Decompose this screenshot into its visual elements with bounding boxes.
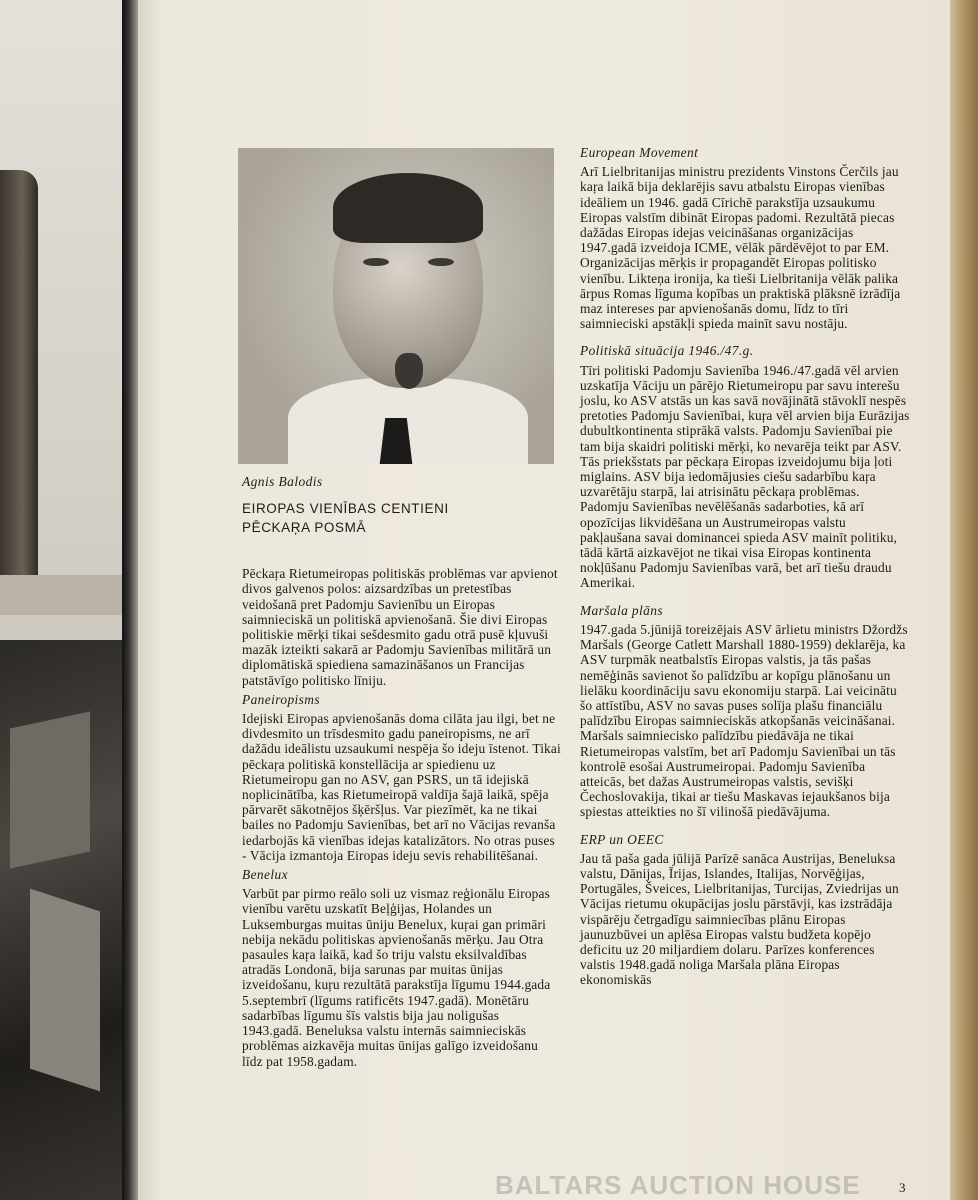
- section-heading: Paneiropisms: [242, 691, 320, 707]
- abstract-shape: [10, 711, 90, 868]
- left-column: [242, 474, 562, 1072]
- facing-page: [0, 0, 135, 1200]
- section-body: Idejiski Eiropas apvienošanās doma cilāta jau ilgi, bet ne divdesmito un trīsdesmito gadu paneiropisms, ne arī dažādu ideālistu uzsaukumi nespēja šo ideju īstenot. Tikai pēckaŗa politiskā konstellācija ar spiedienu uz Rietumeiropu gan no ASV, gan PSRS, un tā idejiskā noplicinātība, kas Rietumeiropā valdīja šajā laikā, spēja pārvarēt sākotnējos šķēršļus. Var piezīmēt, ka ne tikai bailes no Padomju Savienības, bet arī no Vācijas revanša iedarbojās kā vienības idejas katalizātors. No otras puses - Vācija izmantoja Eiropas ideju sevis rehabilitēšanai.: [242, 711, 561, 863]
- section-body: Tīri politiski Padomju Savienība 1946./47.gadā vēl arvien uzskatīja Vāciju un pārējo Rietumeiropu par savu interešu joslu, ko ASV atstās un kas savā novājinātā stāvoklī nespēs pretoties Padomju Savienībai, kuŗa vēl arvien bija Eurāzijas dubultkontinenta stiprākā valsts. Padomju Savienībai pie tam bija skaidri politiski mērķi, ko nevarēja teikt par ASV. Tās priekšstats par pēckaŗa Eiropas izveidojumu bija ļoti miglains. ASV bija iedomājusies ciešu sadarbību kaŗa uzvarētāju starpā, lai atrisinātu pēckaŗa problēmas. Padomju Savienības nevēlēšanās sadarboties, kā arī opozīcijas likvidēšana un Austrumeiropas valstu pakļaušana savai dominancei spieda ASV mainīt politiku, tādā kārtā aizkavējot ne tikai visa Eiropas kontinenta nokļūšanu Padomju Savienības varā, bet arī tiešu draudu Amerikai.: [580, 362, 910, 591]
- auction-watermark: BALTARS AUCTION HOUSE: [495, 1170, 861, 1200]
- article-title: [242, 499, 562, 537]
- article-title-line: EIROPAS VIENĪBAS CENTIENI: [242, 501, 449, 517]
- intro-paragraph: Pēckaŗa Rietumeiropas politiskās problēmas var apvienot divos galvenos polos: aizsardzības un pretestības veidošanā pret Padomju Savienību un Eiropas saimnieciskā un politiskā apvienošanā. Šie divi Eiropas politiskie mērķi tikai sešdesmito gadu otrā pusē kļuvuši mazāk izteikti sakarā ar Padomju Savienības militārā un diplomātiskā spiediena samazināšanos un Francijas patstāvīgo politisko līniju.: [242, 566, 558, 688]
- portrait-hair: [333, 173, 483, 243]
- page-edge: [950, 0, 978, 1200]
- sculpture-photo: [0, 170, 38, 590]
- abstract-shape: [30, 889, 100, 1092]
- section-body: Arī Lielbritanijas ministru prezidents Vinstons Čerčils jau kaŗa laikā bija deklarējis savu atbalstu Eiropas vienības ideāliem un 1946. gadā Cīrichē parakstīja uzsaukumu Eiropas valstīm dibināt Eiropas padomi. Rezultātā piecas dažādas Eiropas idejas veicināšanas organizācijas 1947.gadā izveidoja ICME, vēlāk pārdēvējot to par EM. Organizācijas mērķis ir propagandēt Eiropas politisko vienību. Likteņa ironija, ka tieši Lielbritanija vēlāk palika ārpus Romas līguma kopības un praktiskā plāksnē izrādīja maz intereses par apvienošanās domu, līdz to tīri saimnieciski apstākļi spieda mainīt savu nostāju.: [580, 164, 901, 332]
- section-body: 1947.gada 5.jūnijā toreizējais ASV ārlietu ministrs Džordžs Maršals (George Catlett Marshall 1880-1959) deklarēja, ka ASV turpmāk neatbalstīs Eiropas valstis, ja tās pašas nemēģinās savienot šo palīdzību ar kopīgu plānošanu un lielāku koordināciju savu ekonomiju starpā. Lai veicinātu šo attīstību, ASV no savas puses solīja plašu financiālu palīdzību Eiropas saimnieciskās atkopšanās veicināšanai. Maršals saimniecisko palīdzību piedāvāja ne tikai Rietumeiropas valstīm, bet arī Padomju Savienībai un tās kontrolē esošai Austrumeiropai. Padomju Savienība atteicās, bet dažas Austrumeiropas valstis, sevišķi Čechoslovakija, tikai ar tiešu Maskavas iejaukšanos bija spiestas atteikties no šī vilinošā piedāvājuma.: [580, 621, 908, 820]
- author-name: Agnis Balodis: [242, 474, 323, 489]
- sculpture-base: [0, 575, 135, 615]
- right-column: [580, 145, 910, 991]
- section-heading: European Movement: [580, 145, 699, 160]
- page-number: 3: [899, 1180, 906, 1195]
- section-heading: Benelux: [242, 867, 288, 883]
- article-title-line: PĒCKAŖA POSMĀ: [242, 520, 367, 536]
- section-body: Jau tā paša gada jūlijā Parīzē sanāca Austrijas, Beneluksa valstu, Dānijas, Īrijas, Islandes, Italijas, Norvēģijas, Portugāles, Šveices, Lielbritanijas, Turcijas, Zviedrijas un Vācijas rietumu okupācijas joslu pārstāvji, kas izstrādāja vispārēju četrgadīgu saimniecības plānu Eiropas jaunuzbūvei un aplēsa Eiropas valstu budžeta kopējo deficitu uz 20 miljardiem dolaru. Parīzes konferences valstis 1948.gadā noliga Maršala plāna Eiropas ekonomiskās: [580, 850, 899, 988]
- section-heading: ERP un OEEC: [580, 831, 664, 847]
- section-body: Varbūt par pirmo reālo soli uz vismaz reģionālu Eiropas vienību varētu uzskatīt Beļģijas, Holandes un Luksemburgas muitas ūniju Benelux, kuŗai gan primāri nebija nekādu politiskas apvienošanās mērķu. Jau Otra pasaules kaŗa laikā, kad šo triju valstu eksilvaldības atradās Londonā, bija sarunas par muitas ūnijas izveidošanu, kuŗu rezultātā parakstīja līgumu 1944.gada 5.septembrī (līgums ratificēts 1947.gadā). Monētāru sadarbības līgumu šīs valstis bija jau noligušas 1943.gadā. Beneluksa valstu internās saimnieciskās problēmas aizkavēja muitas ūnijas galīgo izveidošanu līdz pat 1958.gadam.: [242, 886, 551, 1069]
- section-heading: Politiskā situācija 1946./47.g.: [580, 343, 754, 359]
- author-portrait-photo: [238, 148, 554, 464]
- portrait-goatee: [395, 353, 423, 389]
- section-heading: Maršala plāns: [580, 602, 663, 618]
